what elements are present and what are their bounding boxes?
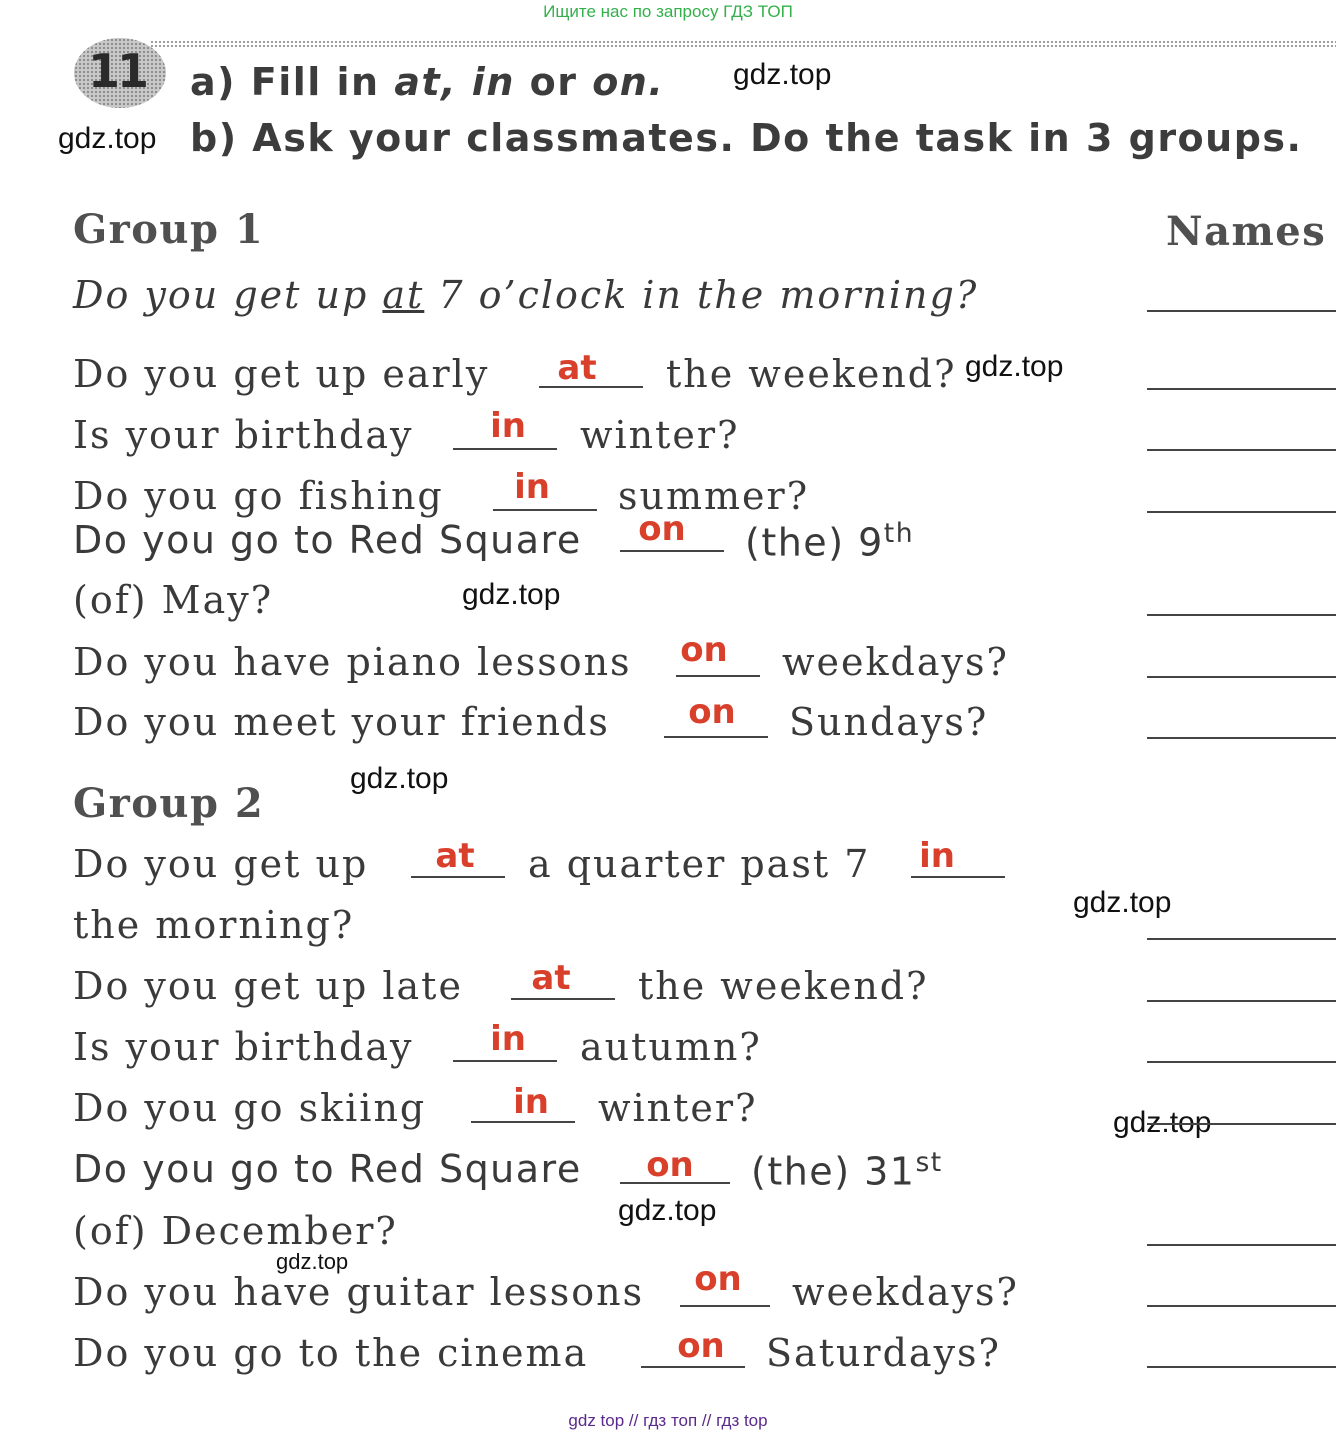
watermark: gdz.top [58, 122, 157, 155]
g2-q1-mid: a quarter past 7 [528, 842, 871, 886]
example-post: 7 o’clock in the morning? [424, 273, 979, 317]
g2-q3-post: autumn? [580, 1025, 762, 1069]
answer: in [513, 1082, 549, 1122]
answer: on [688, 692, 736, 732]
task-a-prefix: a) Fill in [190, 60, 395, 104]
g2-q6-pre: Do you have guitar lessons [73, 1270, 645, 1314]
g1-q3-pre: Do you go fishing [73, 474, 444, 518]
answer: in [514, 467, 550, 507]
task-a [190, 60, 664, 104]
date-suffix: th [883, 518, 915, 549]
date-text: (the) 31 [751, 1149, 916, 1194]
g1-q4-line2: (of) May? [73, 578, 274, 622]
answer: on [677, 1326, 725, 1366]
name-line[interactable] [1147, 388, 1336, 390]
task-a-in: in [471, 60, 515, 104]
task-a-on: on. [592, 60, 665, 104]
answer: at [435, 836, 475, 876]
dotted-divider [150, 40, 1336, 47]
name-line[interactable] [1147, 511, 1336, 513]
date-text: (the) 9 [745, 520, 884, 565]
g2-q1-pre: Do you get up [73, 842, 369, 886]
answer-blank[interactable] [511, 998, 615, 1000]
task-a-at: at, [394, 60, 458, 104]
watermark: gdz.top [1113, 1106, 1212, 1139]
name-line[interactable] [1147, 676, 1336, 678]
top-note: Ищите нас по запросу ГДЗ ТОП [543, 2, 793, 21]
watermark: gdz.top [276, 1249, 349, 1274]
g1-q2-pre: Is your birthday [73, 413, 414, 457]
group2-heading: Group 2 [73, 780, 265, 827]
g1-q1-post: the weekend? [666, 352, 957, 396]
g1-q6-pre: Do you meet your friends [73, 700, 610, 744]
watermark: gdz.top [618, 1194, 717, 1227]
watermark: gdz.top [1073, 886, 1172, 919]
answer: on [680, 630, 728, 670]
g2-q5-post [751, 1147, 943, 1194]
name-line[interactable] [1147, 614, 1336, 616]
g2-q2-post: the weekend? [638, 964, 929, 1008]
answer-blank[interactable] [680, 1305, 770, 1307]
name-line[interactable] [1147, 1000, 1336, 1002]
g2-q4-post: winter? [598, 1086, 758, 1130]
example-word: at [382, 273, 425, 317]
g1-q4-post [745, 518, 914, 565]
name-line[interactable] [1147, 449, 1336, 451]
g2-q1-line2: the morning? [73, 903, 355, 947]
g1-q1-pre: Do you get up early [73, 352, 490, 396]
g2-q2-pre: Do you get up late [73, 964, 463, 1008]
answer-blank[interactable] [493, 509, 597, 511]
name-line[interactable] [1147, 1123, 1336, 1125]
name-line[interactable] [1147, 310, 1336, 312]
watermark: gdz.top [733, 58, 832, 91]
task-a-or: or [514, 60, 593, 104]
g2-q7-post: Saturdays? [766, 1331, 1001, 1375]
name-line[interactable] [1147, 737, 1336, 739]
answer-blank[interactable] [411, 876, 505, 878]
answer: in [490, 406, 526, 446]
answer-blank[interactable] [453, 1060, 557, 1062]
answer-blank[interactable] [664, 736, 768, 738]
answer-blank[interactable] [453, 448, 557, 450]
answer: in [919, 836, 955, 876]
date-suffix: st [915, 1147, 943, 1178]
watermark: gdz.top [462, 578, 561, 611]
watermark: gdz.top [350, 762, 449, 795]
g2-q5-pre: Do you go to Red Square [73, 1147, 582, 1191]
g2-q4-pre: Do you go skiing [73, 1086, 427, 1130]
footer-links[interactable]: gdz top // гдз топ // гдз top [568, 1411, 768, 1430]
name-line[interactable] [1147, 1366, 1336, 1368]
g2-q6-post: weekdays? [792, 1270, 1019, 1314]
answer: on [694, 1259, 742, 1299]
names-header: Names [1166, 208, 1327, 255]
name-line[interactable] [1147, 1061, 1336, 1063]
g2-q7-pre: Do you go to the cinema [73, 1331, 589, 1375]
name-line[interactable] [1147, 1305, 1336, 1307]
answer: on [646, 1145, 694, 1185]
g2-q3-pre: Is your birthday [73, 1025, 414, 1069]
group1-example [73, 273, 978, 317]
answer-blank[interactable] [676, 675, 760, 677]
answer: on [638, 509, 686, 549]
g1-q5-post: weekdays? [782, 640, 1009, 684]
g1-q6-post: Sundays? [789, 700, 989, 744]
g1-q2-post: winter? [580, 413, 740, 457]
g2-q5-line2: (of) December? [73, 1209, 398, 1253]
name-line[interactable] [1147, 1244, 1336, 1246]
answer-blank[interactable] [911, 876, 1005, 878]
example-pre: Do you get up [73, 273, 383, 317]
watermark: gdz.top [965, 350, 1064, 383]
name-line[interactable] [1147, 938, 1336, 940]
task-b: b) Ask your classmates. Do the task in 3 groups. [190, 116, 1303, 160]
exercise-number: 11 [87, 44, 146, 98]
group1-heading: Group 1 [73, 206, 265, 253]
answer: at [557, 348, 597, 388]
answer-blank[interactable] [620, 550, 724, 552]
g1-q4-pre: Do you go to Red Square [73, 518, 582, 562]
answer-blank[interactable] [641, 1366, 745, 1368]
g1-q5-pre: Do you have piano lessons [73, 640, 632, 684]
answer: in [490, 1019, 526, 1059]
g1-q3-post: summer? [618, 474, 810, 518]
answer: at [531, 958, 571, 998]
